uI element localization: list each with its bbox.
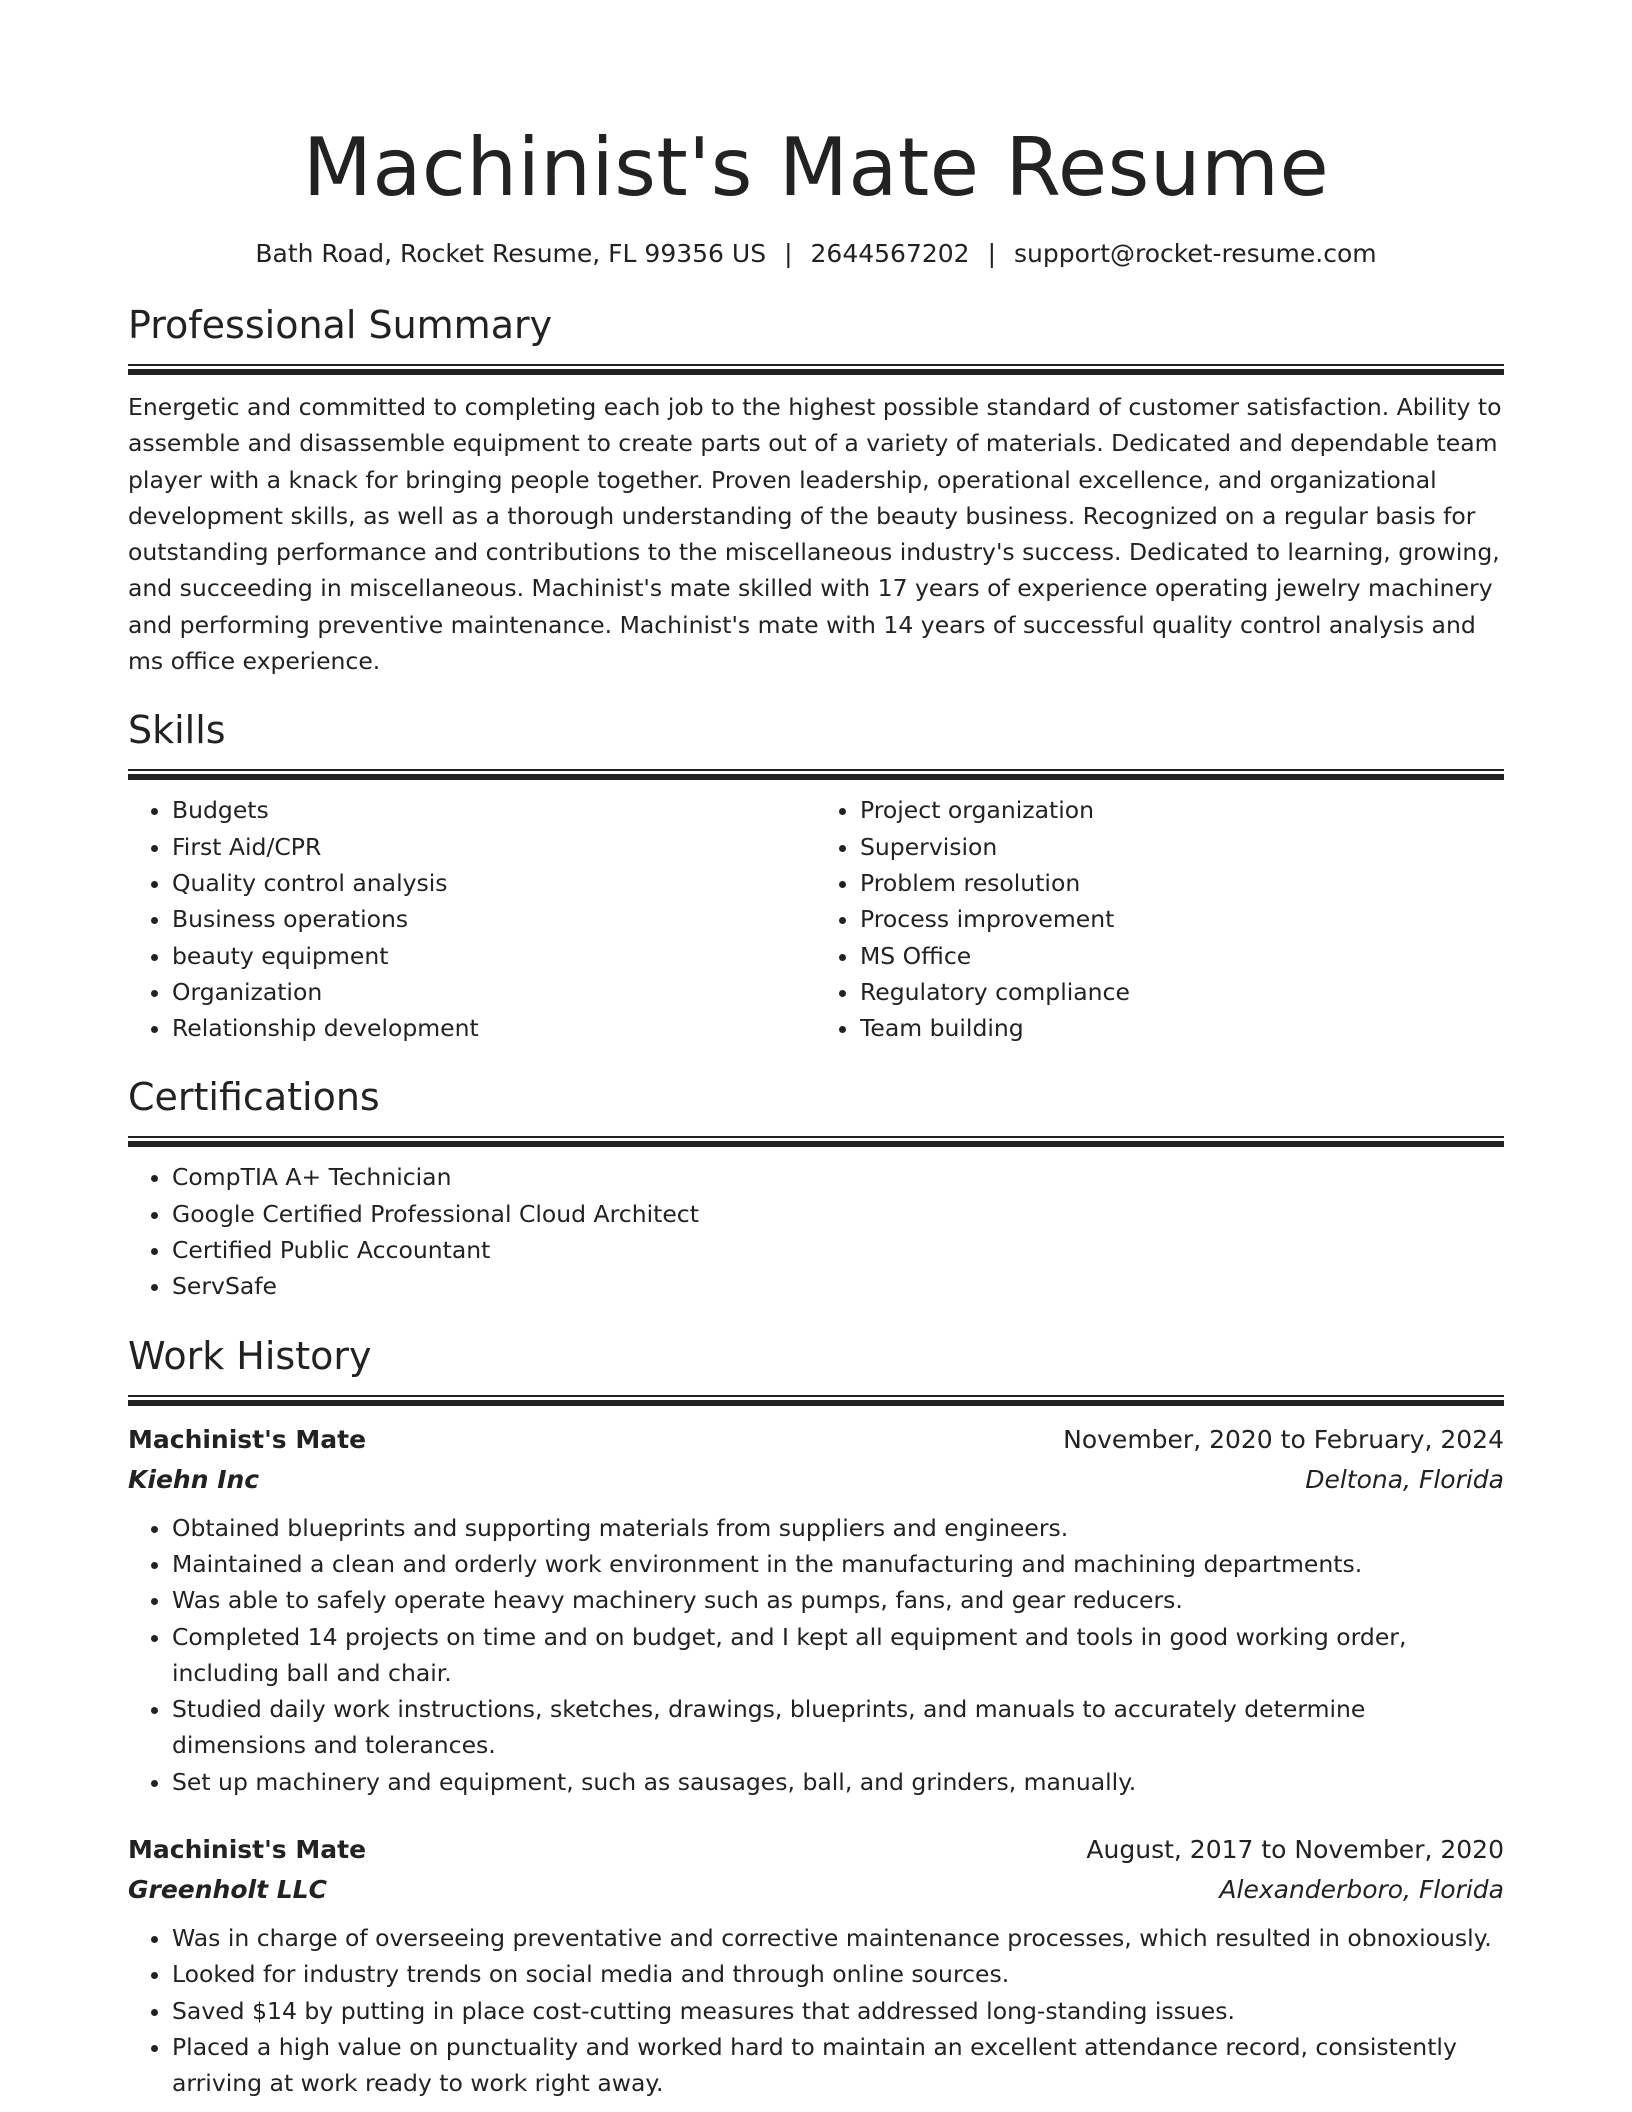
job-title: Machinist's Mate bbox=[128, 1424, 367, 1454]
contact-separator: | bbox=[987, 239, 997, 268]
job-location: Deltona, Florida bbox=[1305, 1464, 1504, 1494]
section-title-work-history: Work History bbox=[128, 1333, 372, 1378]
job-duty-item: • Was able to safely operate heavy machinery such as pumps, fans, and gear reducers. bbox=[172, 1582, 1504, 1618]
job-header bbox=[128, 1830, 1504, 1870]
skill-item: • Relationship development bbox=[172, 1010, 816, 1046]
job-duty-item: • Obtained blueprints and supporting materials from suppliers and engineers. bbox=[172, 1510, 1504, 1546]
skill-item: • beauty equipment bbox=[172, 938, 816, 974]
resume-title: Machinist's Mate Resume bbox=[302, 121, 1330, 214]
contact-separator: | bbox=[784, 239, 793, 268]
contact-email: support@rocket-resume.com bbox=[1014, 239, 1377, 268]
job-entry bbox=[128, 1420, 1504, 1800]
summary-text: Energetic and committed to completing each job to the highest possible standard of customer satisfaction. Ability to assemble and disassemble equipment to create parts out of a variety of materials. Dedicated and dependable team player with a knack for bringing people together. Proven leadership, operational excellence, and organizational development skills, as well as a thorough understanding of the beauty business. Recognized on a regular basis for outstanding performance and contributions to the miscellaneous industry's success. Dedicated to learning, growing, and succeeding in miscellaneous. Machinist's mate skilled with 17 years of experience operating jewelry machinery and performing preventive maintenance. Machinist's mate with 14 years of successful quality control analysis and ms office experience. bbox=[128, 393, 1502, 676]
certifications-section bbox=[128, 1072, 1504, 1304]
certifications-list bbox=[128, 1159, 1504, 1304]
skill-item: • Problem resolution bbox=[860, 865, 1504, 901]
skill-item: • Process improvement bbox=[860, 901, 1504, 937]
resume-page bbox=[128, 0, 1504, 2102]
job-entry bbox=[128, 1830, 1504, 2101]
skill-item: • Supervision bbox=[860, 829, 1504, 865]
section-title-certifications: Certifications bbox=[128, 1075, 380, 1120]
job-duty-item: • Was in charge of overseeing preventative and corrective maintenance processes, which resulted in obnoxiously. bbox=[172, 1920, 1504, 1956]
job-dates: August, 2017 to November, 2020 bbox=[1086, 1835, 1504, 1865]
skills-column-left bbox=[128, 792, 816, 1046]
section-title-summary: Professional Summary bbox=[128, 303, 553, 347]
certification-item: • ServSafe bbox=[172, 1268, 1504, 1304]
job-header bbox=[128, 1420, 1504, 1460]
skill-item: • Project organization bbox=[860, 792, 1504, 828]
job-company: Greenholt LLC bbox=[128, 1875, 327, 1905]
section-divider bbox=[128, 1136, 1504, 1147]
section-divider bbox=[128, 1395, 1504, 1406]
skill-item: • Budgets bbox=[172, 792, 816, 828]
job-duty-item: • Completed 14 projects on time and on budget, and I kept all equipment and tools in good working order, including ball and chair. bbox=[172, 1619, 1504, 1692]
skills-grid bbox=[128, 780, 1504, 1046]
summary-section bbox=[128, 300, 1504, 679]
job-dates: November, 2020 to February, 2024 bbox=[1063, 1424, 1504, 1454]
job-duties bbox=[128, 1920, 1504, 2101]
skills-section bbox=[128, 705, 1504, 1046]
contact-phone: 2644567202 bbox=[810, 239, 970, 268]
job-duties bbox=[128, 1510, 1504, 1800]
section-title-skills: Skills bbox=[128, 708, 226, 753]
certification-item: • Google Certified Professional Cloud Architect bbox=[172, 1196, 1504, 1232]
skill-item: • Organization bbox=[172, 974, 816, 1010]
section-divider bbox=[128, 364, 1504, 375]
job-duty-item: • Set up machinery and equipment, such as sausages, ball, and grinders, manually. bbox=[172, 1764, 1504, 1800]
skill-item: • Regulatory compliance bbox=[860, 974, 1504, 1010]
job-company: Kiehn Inc bbox=[128, 1464, 260, 1494]
contact-line bbox=[128, 234, 1504, 274]
job-duty-item: • Studied daily work instructions, sketches, drawings, blueprints, and manuals to accurately determine dimensions and tolerances. bbox=[172, 1691, 1504, 1764]
job-duty-item: • Looked for industry trends on social media and through online sources. bbox=[172, 1956, 1504, 1992]
skill-item: • Quality control analysis bbox=[172, 865, 816, 901]
certification-item: • CompTIA A+ Technician bbox=[172, 1159, 1504, 1195]
contact-address: Bath Road, Rocket Resume, FL 99356 US bbox=[255, 239, 767, 268]
section-divider bbox=[128, 769, 1504, 780]
skill-item: • MS Office bbox=[860, 938, 1504, 974]
job-duty-item: • Maintained a clean and orderly work environment in the manufacturing and machining departments. bbox=[172, 1546, 1504, 1582]
skill-item: • First Aid/CPR bbox=[172, 829, 816, 865]
work-history-section bbox=[128, 1331, 1504, 2102]
job-duty-item: • Saved $14 by putting in place cost-cutting measures that addressed long-standing issues. bbox=[172, 1993, 1504, 2029]
job-duty-item: • Placed a high value on punctuality and worked hard to maintain an excellent attendance record, consistently arriving at work ready to work right away. bbox=[172, 2029, 1504, 2102]
job-subheader bbox=[128, 1870, 1504, 1910]
skill-item: • Team building bbox=[860, 1010, 1504, 1046]
job-title: Machinist's Mate bbox=[128, 1835, 367, 1865]
certification-item: • Certified Public Accountant bbox=[172, 1232, 1504, 1268]
skill-item: • Business operations bbox=[172, 901, 816, 937]
job-location: Alexanderboro, Florida bbox=[1219, 1875, 1504, 1905]
skills-column-right bbox=[816, 792, 1504, 1046]
job-subheader bbox=[128, 1460, 1504, 1500]
